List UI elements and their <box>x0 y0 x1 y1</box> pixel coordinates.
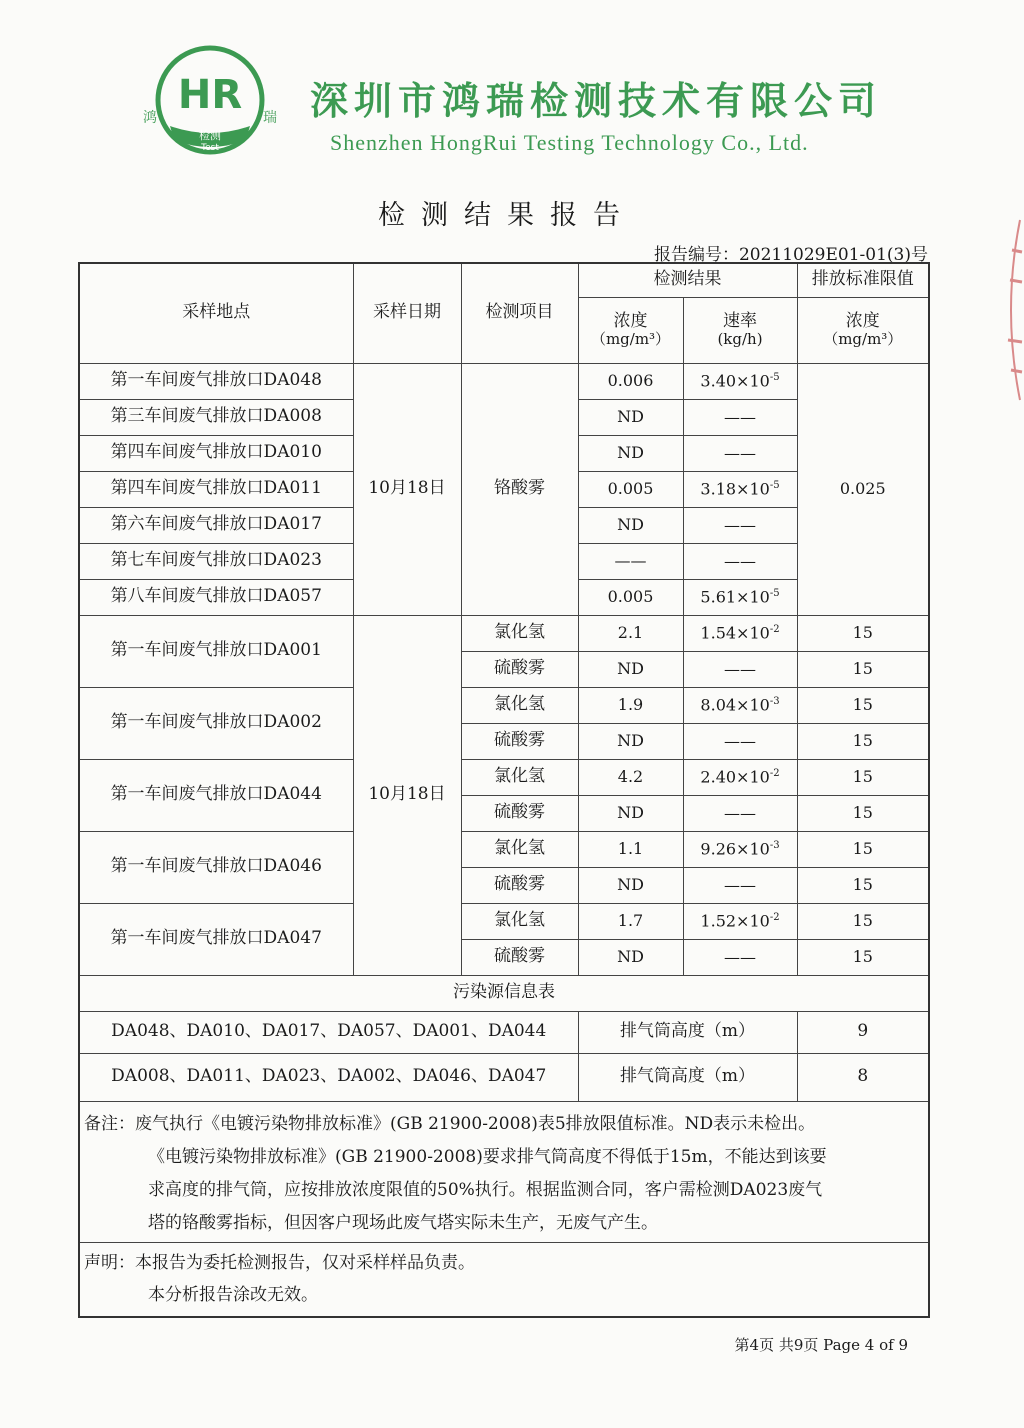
date-cell: 10月18日 <box>353 615 461 975</box>
item-cell: 铬酸雾 <box>461 363 578 615</box>
rate-exp: -3 <box>769 695 780 707</box>
company-name-cn: 深圳市鸿瑞检测技术有限公司 <box>310 79 883 123</box>
item-cell: 硫酸雾 <box>461 939 578 975</box>
conc-cell: 0.005 <box>578 471 683 507</box>
rate-cell <box>683 903 797 939</box>
item-cell: 氯化氢 <box>461 615 578 651</box>
table-row <box>79 759 929 795</box>
notes-line: 求高度的排气筒，应按排放浓度限值的50%执行。根据监测合同，客户需检测DA023废气 <box>148 1179 823 1200</box>
site-cell: 第三车间废气排放口DA008 <box>79 399 353 435</box>
report-title: 检测结果报告 <box>378 200 636 231</box>
logo-right-char: 瑞 <box>263 110 277 126</box>
conc-cell: 1.7 <box>578 903 683 939</box>
company-logo <box>140 40 280 168</box>
conc-cell: —— <box>578 543 683 579</box>
rate-cell <box>683 363 797 399</box>
outlets-cell: DA048、DA010、DA017、DA057、DA001、DA044 <box>79 1011 578 1053</box>
rate-exp: -2 <box>769 767 780 779</box>
rate-base: —— <box>724 874 756 894</box>
site-cell: 第八车间废气排放口DA057 <box>79 579 353 615</box>
rate-base: —— <box>724 658 756 678</box>
conc-cell: 1.9 <box>578 687 683 723</box>
rate-base: —— <box>724 514 756 534</box>
header-limit: 排放标准限值 <box>797 263 929 297</box>
rate-base: 3.18×10 <box>700 478 770 498</box>
table-row <box>79 1011 929 1053</box>
limit-cell: 15 <box>797 831 929 867</box>
header-conc <box>578 297 683 363</box>
header-rate <box>683 297 797 363</box>
limit-cell: 15 <box>797 651 929 687</box>
conc-cell: ND <box>578 399 683 435</box>
rate-base: 2.40×10 <box>700 766 770 786</box>
site-cell: 第一车间废气排放口DA001 <box>79 615 353 687</box>
declaration <box>79 1243 929 1317</box>
site-cell: 第一车间废气排放口DA002 <box>79 687 353 759</box>
limit-cell: 15 <box>797 795 929 831</box>
height-label-cell: 排气筒高度（m） <box>578 1011 797 1053</box>
notes-line: 备注：废气执行《电镀污染物排放标准》(GB 21900-2008)表5排放限值标准。ND表示未检出。 <box>84 1113 816 1134</box>
header-result: 检测结果 <box>578 263 797 297</box>
rate-cell <box>683 579 797 615</box>
rate-cell <box>683 543 797 579</box>
rate-base: —— <box>724 550 756 570</box>
item-cell: 硫酸雾 <box>461 795 578 831</box>
table-row <box>79 615 929 651</box>
limit-cell: 15 <box>797 759 929 795</box>
rate-base: 3.40×10 <box>700 370 770 390</box>
limit-cell: 15 <box>797 867 929 903</box>
site-cell: 第四车间废气排放口DA010 <box>79 435 353 471</box>
rate-cell <box>683 687 797 723</box>
limit-cell: 0.025 <box>797 363 929 615</box>
limit-cell: 15 <box>797 723 929 759</box>
rate-cell <box>683 759 797 795</box>
header-conc-unit: （mg/m³） <box>590 330 671 349</box>
limit-cell: 15 <box>797 939 929 975</box>
conc-cell: 0.005 <box>578 579 683 615</box>
item-cell: 氯化氢 <box>461 831 578 867</box>
height-label-cell: 排气筒高度（m） <box>578 1053 797 1101</box>
rate-base: 5.61×10 <box>700 586 770 606</box>
rate-base: —— <box>724 442 756 462</box>
conc-cell: ND <box>578 723 683 759</box>
height-value-cell: 8 <box>797 1053 929 1101</box>
rate-base: —— <box>724 946 756 966</box>
rate-cell <box>683 615 797 651</box>
rate-cell <box>683 939 797 975</box>
company-name-en: Shenzhen HongRui Testing Technology Co., Ltd. <box>330 130 809 155</box>
header-date: 采样日期 <box>353 263 461 363</box>
header-limit-conc <box>797 297 929 363</box>
rate-cell <box>683 831 797 867</box>
conc-cell: ND <box>578 651 683 687</box>
item-cell: 氯化氢 <box>461 687 578 723</box>
site-cell: 第四车间废气排放口DA011 <box>79 471 353 507</box>
rate-exp: -5 <box>769 479 780 491</box>
conc-cell: 2.1 <box>578 615 683 651</box>
limit-cell: 15 <box>797 687 929 723</box>
rate-cell <box>683 435 797 471</box>
logo-left-char: 鸿 <box>143 110 157 126</box>
rate-base: —— <box>724 802 756 822</box>
red-stamp-fragment <box>994 210 1024 410</box>
conc-cell: ND <box>578 795 683 831</box>
item-cell: 氯化氢 <box>461 759 578 795</box>
table-row <box>79 687 929 723</box>
conc-cell: 4.2 <box>578 759 683 795</box>
rate-cell <box>683 723 797 759</box>
header-limit-unit: （mg/m³） <box>823 330 903 349</box>
site-cell: 第六车间废气排放口DA017 <box>79 507 353 543</box>
rate-base: 1.52×10 <box>700 910 770 930</box>
notes-line: 《电镀污染物排放标准》(GB 21900-2008)要求排气筒高度不得低于15m，不能达到该要 <box>148 1146 827 1167</box>
results-table <box>78 262 930 1318</box>
conc-cell: 0.006 <box>578 363 683 399</box>
rate-cell <box>683 867 797 903</box>
rate-cell <box>683 507 797 543</box>
rate-exp: -5 <box>769 587 780 599</box>
site-cell: 第一车间废气排放口DA044 <box>79 759 353 831</box>
height-value-cell: 9 <box>797 1011 929 1053</box>
header-rate-unit: (kg/h) <box>717 330 763 349</box>
conc-cell: ND <box>578 867 683 903</box>
rate-exp: -2 <box>769 911 780 923</box>
page-footer: 第4页 共9页 Page 4 of 9 <box>734 1336 908 1354</box>
table-row <box>79 831 929 867</box>
header-conc-label: 浓度 <box>613 310 648 331</box>
site-cell: 第一车间废气排放口DA046 <box>79 831 353 903</box>
pollution-source-title: 污染源信息表 <box>79 975 929 1011</box>
rate-base: —— <box>724 730 756 750</box>
rate-exp: -3 <box>769 839 780 851</box>
limit-cell: 15 <box>797 615 929 651</box>
rate-cell <box>683 795 797 831</box>
outlets-cell: DA008、DA011、DA023、DA002、DA046、DA047 <box>79 1053 578 1101</box>
logo-bottom-cn: 检测 <box>199 129 221 142</box>
rate-exp: -2 <box>769 623 780 635</box>
site-cell: 第一车间废气排放口DA047 <box>79 903 353 975</box>
site-cell: 第七车间废气排放口DA023 <box>79 543 353 579</box>
header-limit-conc-label: 浓度 <box>845 310 880 331</box>
rate-cell <box>683 651 797 687</box>
header-rate-label: 速率 <box>723 310 757 331</box>
rate-base: 1.54×10 <box>700 622 770 642</box>
conc-cell: ND <box>578 435 683 471</box>
rate-cell <box>683 399 797 435</box>
conc-cell: ND <box>578 939 683 975</box>
notes <box>79 1101 929 1243</box>
conc-cell: ND <box>578 507 683 543</box>
rate-cell <box>683 471 797 507</box>
item-cell: 氯化氢 <box>461 903 578 939</box>
declaration-line: 声明：本报告为委托检测报告，仅对采样样品负责。 <box>84 1253 475 1274</box>
table-row <box>79 1053 929 1101</box>
rate-base: 8.04×10 <box>700 694 770 714</box>
rate-exp: -5 <box>769 371 780 383</box>
conc-cell: 1.1 <box>578 831 683 867</box>
header-site: 采样地点 <box>79 263 353 363</box>
table-row <box>79 903 929 939</box>
item-cell: 硫酸雾 <box>461 651 578 687</box>
table-row <box>79 363 929 399</box>
item-cell: 硫酸雾 <box>461 867 578 903</box>
notes-line: 塔的铬酸雾指标，但因客户现场此废气塔实际未生产，无废气产生。 <box>148 1212 658 1233</box>
site-cell: 第一车间废气排放口DA048 <box>79 363 353 399</box>
limit-cell: 15 <box>797 903 929 939</box>
logo-bottom-en: Test <box>201 143 219 153</box>
declaration-line: 本分析报告涂改无效。 <box>148 1285 318 1306</box>
date-cell: 10月18日 <box>353 363 461 615</box>
report-number: 报告编号：20211029E01-01(3)号 <box>653 245 928 265</box>
header-item: 检测项目 <box>461 263 578 363</box>
rate-base: —— <box>724 406 756 426</box>
rate-base: 9.26×10 <box>700 838 770 858</box>
logo-letters: HR <box>177 72 243 118</box>
item-cell: 硫酸雾 <box>461 723 578 759</box>
